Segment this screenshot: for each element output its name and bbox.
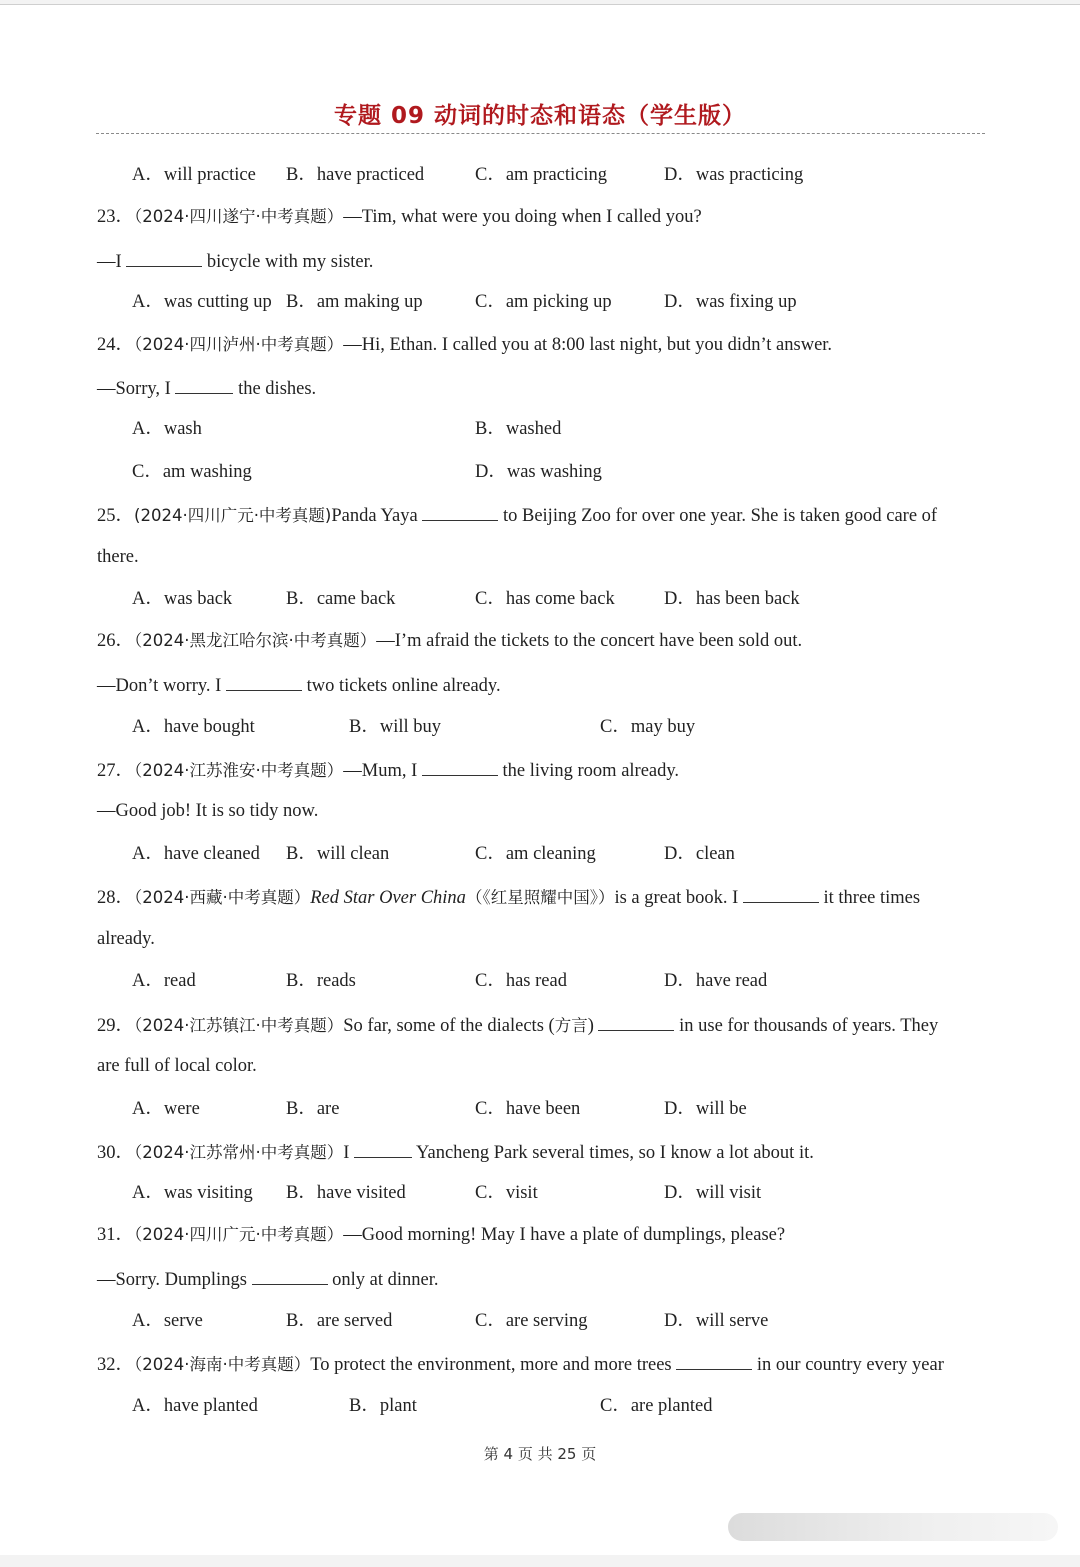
option-a[interactable]: A．have planted — [132, 1396, 258, 1416]
option-b[interactable]: B．will clean — [286, 844, 390, 864]
page-title: 专题 09 动词的时态和语态（学生版） — [333, 103, 747, 129]
option-a[interactable]: A．wash — [132, 419, 202, 439]
page-number: 第 4 页 共 25 页 — [483, 1445, 597, 1463]
option-d[interactable]: D．has been back — [664, 589, 800, 609]
question-line-2: —Don’t worry. I two tickets online already. — [97, 672, 501, 696]
question-source: （2024·江苏镇江·中考真题） — [134, 1016, 344, 1035]
option-b[interactable]: B．am making up — [286, 292, 423, 312]
answer-blank — [676, 1351, 752, 1370]
answer-blank — [126, 248, 202, 267]
answer-blank — [422, 502, 498, 521]
option-a[interactable]: A．serve — [132, 1311, 203, 1331]
option-a[interactable]: A．have cleaned — [132, 844, 260, 864]
question-number: 24． — [97, 335, 135, 355]
book-title: Red Star Over China — [310, 888, 466, 908]
page-curl-shadow — [728, 1513, 1058, 1541]
question-source: （2024·海南·中考真题） — [134, 1355, 311, 1374]
answer-blank — [598, 1012, 674, 1031]
option-c[interactable]: C．am picking up — [475, 292, 612, 312]
question-number: 32． — [97, 1355, 135, 1375]
answer-blank — [743, 884, 819, 903]
option-a[interactable]: A．read — [132, 971, 196, 991]
option-a[interactable]: A．have bought — [132, 717, 255, 737]
option-a[interactable]: A．was back — [132, 589, 233, 609]
answer-blank — [422, 757, 498, 776]
answer-blank — [354, 1139, 412, 1158]
answer-blank — [226, 672, 302, 691]
option-d[interactable]: D．will serve — [664, 1311, 769, 1331]
question-line-2: there. — [97, 547, 139, 567]
option-b[interactable]: B．washed — [475, 419, 562, 439]
question-source: （2024·江苏常州·中考真题） — [134, 1143, 344, 1162]
option-d[interactable]: D．clean — [664, 844, 735, 864]
question-line-2: are full of local color. — [97, 1056, 257, 1076]
question-number: 23． — [97, 207, 135, 227]
question-stem: 31．（2024·四川广元·中考真题）—Good morning! May I have a plate of dumplings, please? — [97, 1225, 786, 1245]
question-number: 27． — [97, 761, 135, 781]
question-source: （2024·江苏淮安·中考真题） — [134, 761, 344, 780]
option-a[interactable]: A．was visiting — [132, 1183, 253, 1203]
option-a[interactable]: A．will practice — [132, 165, 256, 185]
option-c[interactable]: C．am cleaning — [475, 844, 596, 864]
option-d[interactable]: D．will be — [664, 1099, 747, 1119]
question-number: 30． — [97, 1143, 135, 1163]
option-d[interactable]: D．will visit — [664, 1183, 762, 1203]
option-b[interactable]: B．are — [286, 1099, 340, 1119]
option-b[interactable]: B．have practiced — [286, 165, 425, 185]
answer-blank — [175, 375, 233, 394]
option-c[interactable]: C．am washing — [132, 462, 252, 482]
option-c[interactable]: C．have been — [475, 1099, 581, 1119]
document-page — [0, 4, 1080, 1555]
option-b[interactable]: B．plant — [349, 1396, 417, 1416]
question-line-2: already. — [97, 929, 155, 949]
option-c[interactable]: C．visit — [475, 1183, 538, 1203]
option-c[interactable]: C．are serving — [475, 1311, 588, 1331]
question-source: (2024·四川广元·中考真题) — [134, 506, 332, 525]
question-line-2: —Sorry. Dumplings only at dinner. — [97, 1266, 439, 1290]
option-c[interactable]: C．has read — [475, 971, 567, 991]
option-b[interactable]: B．reads — [286, 971, 356, 991]
question-number: 25． — [97, 506, 135, 526]
question-stem: 23．（2024·四川遂宁·中考真题）—Tim, what were you doing when I called you? — [97, 207, 702, 227]
question-stem: 30．（2024·江苏常州·中考真题）I Yancheng Park several times, so I know a lot about it. — [97, 1139, 814, 1163]
option-c[interactable]: C．may buy — [600, 717, 696, 737]
option-c[interactable]: C．has come back — [475, 589, 615, 609]
question-source: （2024·黑龙江哈尔滨·中考真题） — [134, 631, 377, 650]
answer-blank — [252, 1266, 328, 1285]
option-a[interactable]: A．were — [132, 1099, 200, 1119]
option-c[interactable]: C．am practicing — [475, 165, 608, 185]
option-a[interactable]: A．was cutting up — [132, 292, 272, 312]
question-source: （2024·四川广元·中考真题） — [134, 1225, 344, 1244]
question-line-2: —Good job! It is so tidy now. — [97, 801, 319, 821]
question-line-2: —Sorry, I the dishes. — [97, 375, 316, 399]
option-b[interactable]: B．are served — [286, 1311, 393, 1331]
option-d[interactable]: D．have read — [664, 971, 768, 991]
question-stem: 26．（2024·黑龙江哈尔滨·中考真题）—I’m afraid the tickets to the concert have been sold out. — [97, 631, 803, 651]
question-stem: 29．（2024·江苏镇江·中考真题）So far, some of the dialects (方言) in use for thousands of years. They — [97, 1012, 938, 1036]
question-stem: 27．（2024·江苏淮安·中考真题）—Mum, I the living room already. — [97, 757, 679, 781]
option-d[interactable]: D．was washing — [475, 462, 602, 482]
question-number: 26． — [97, 631, 135, 651]
question-number: 29． — [97, 1016, 135, 1036]
question-number: 28． — [97, 888, 135, 908]
question-source: （2024·四川遂宁·中考真题） — [134, 207, 344, 226]
question-stem: 32．（2024·海南·中考真题）To protect the environment, more and more trees in our country every year — [97, 1351, 944, 1375]
question-stem: 24．（2024·四川泸州·中考真题）—Hi, Ethan. I called you at 8:00 last night, but you didn’t answer. — [97, 335, 833, 355]
option-c[interactable]: C．are planted — [600, 1396, 713, 1416]
header-divider — [96, 133, 985, 134]
question-line-2: —I bicycle with my sister. — [97, 248, 373, 272]
question-source: （2024·西藏·中考真题） — [134, 888, 311, 907]
question-source: （2024·四川泸州·中考真题） — [134, 335, 344, 354]
question-stem: 28．（2024·西藏·中考真题）Red Star Over China（《红星照耀中国》）is a great book. I it three times — [97, 884, 920, 908]
option-b[interactable]: B．came back — [286, 589, 396, 609]
option-d[interactable]: D．was practicing — [664, 165, 804, 185]
option-b[interactable]: B．will buy — [349, 717, 441, 737]
option-b[interactable]: B．have visited — [286, 1183, 406, 1203]
question-stem: 25．(2024·四川广元·中考真题)Panda Yaya to Beijing Zoo for over one year. She is taken good care of — [97, 502, 937, 526]
option-d[interactable]: D．was fixing up — [664, 292, 797, 312]
question-number: 31． — [97, 1225, 135, 1245]
